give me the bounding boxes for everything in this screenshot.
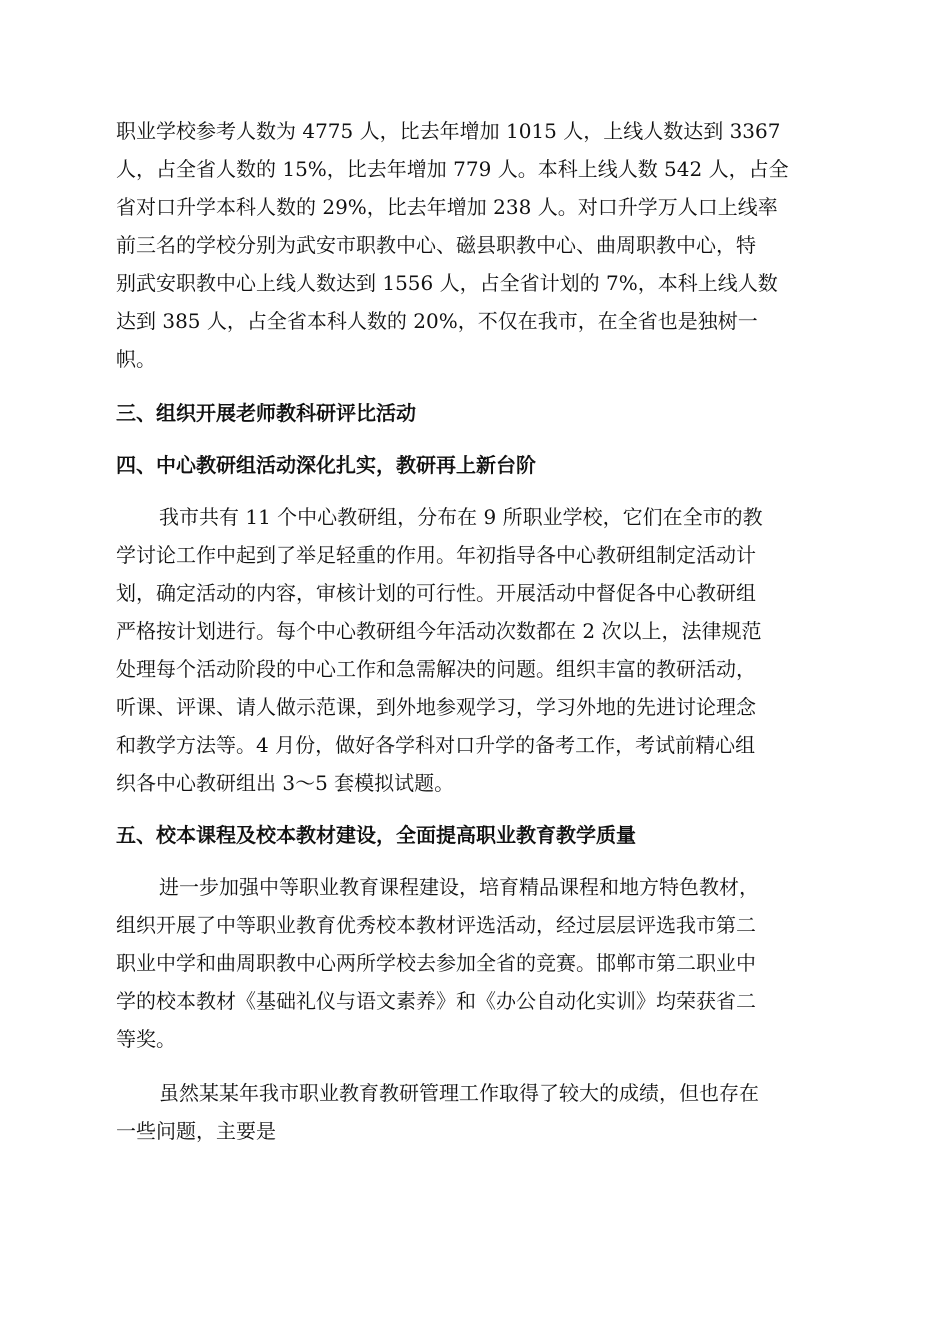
- text-line: 达到 385 人，占全省本科人数的 20%，不仅在我市，在全省也是独树一: [116, 309, 758, 333]
- text-line: 我市共有 11 个中心教研组，分布在 9 所职业学校，它们在全市的教: [159, 505, 763, 529]
- text-line: 划，确定活动的内容，审核计划的可行性。开展活动中督促各中心教研组: [116, 581, 756, 605]
- text-line: 职业学校参考人数为 4775 人，比去年增加 1015 人，上线人数达到 3367: [116, 119, 781, 143]
- text-line: 和教学方法等。4 月份，做好各学科对口升学的备考工作，考试前精心组: [116, 733, 756, 757]
- section-heading-3: 三、组织开展老师教科研评比活动: [116, 401, 416, 425]
- text-line: 职业中学和曲周职教中心两所学校去参加全省的竞赛。邯郸市第二职业中: [116, 951, 756, 975]
- paragraph-school-curriculum: [116, 868, 834, 1058]
- text-line: 虽然某某年我市职业教育教研管理工作取得了较大的成绩，但也存在: [159, 1081, 759, 1105]
- text-line: 组织开展了中等职业教育优秀校本教材评选活动，经过层层评选我市第二: [116, 913, 756, 937]
- section-heading-5: 五、校本课程及校本教材建设，全面提高职业教育教学质量: [116, 823, 636, 847]
- text-line: 省对口升学本科人数的 29%，比去年增加 238 人。对口升学万人口上线率: [116, 195, 778, 219]
- text-line: 帜。: [116, 347, 156, 371]
- paragraph-teaching-groups: [116, 498, 834, 802]
- text-line: 人，占全省人数的 15%，比去年增加 779 人。本科上线人数 542 人，占全: [116, 157, 789, 181]
- text-line: 前三名的学校分别为武安市职教中心、磁县职教中心、曲周职教中心，特: [116, 233, 756, 257]
- text-line: 学讨论工作中起到了举足轻重的作用。年初指导各中心教研组制定活动计: [116, 543, 756, 567]
- text-line: 严格按计划进行。每个中心教研组今年活动次数都在 2 次以上，法律规范: [116, 619, 762, 643]
- text-line: 听课、评课、请人做示范课，到外地参观学习，学习外地的先进讨论理念: [116, 695, 756, 719]
- text-line: 进一步加强中等职业教育课程建设，培育精品课程和地方特色教材，: [159, 875, 759, 899]
- text-line: 学的校本教材《基础礼仪与语文素养》和《办公自动化实训》均荣获省二: [116, 989, 756, 1013]
- paragraph-exam-results: [116, 112, 834, 378]
- text-line: 等奖。: [116, 1027, 176, 1051]
- text-line: 织各中心教研组出 3～5 套模拟试题。: [116, 771, 455, 795]
- text-line: 处理每个活动阶段的中心工作和急需解决的问题。组织丰富的教研活动，: [116, 657, 756, 681]
- text-line: 别武安职教中心上线人数达到 1556 人，占全省计划的 7%，本科上线人数: [116, 271, 778, 295]
- section-heading-4: 四、中心教研组活动深化扎实，教研再上新台阶: [116, 453, 536, 477]
- text-line: 一些问题，主要是: [116, 1119, 276, 1143]
- document-body: [116, 112, 834, 1150]
- paragraph-problems: [116, 1074, 834, 1150]
